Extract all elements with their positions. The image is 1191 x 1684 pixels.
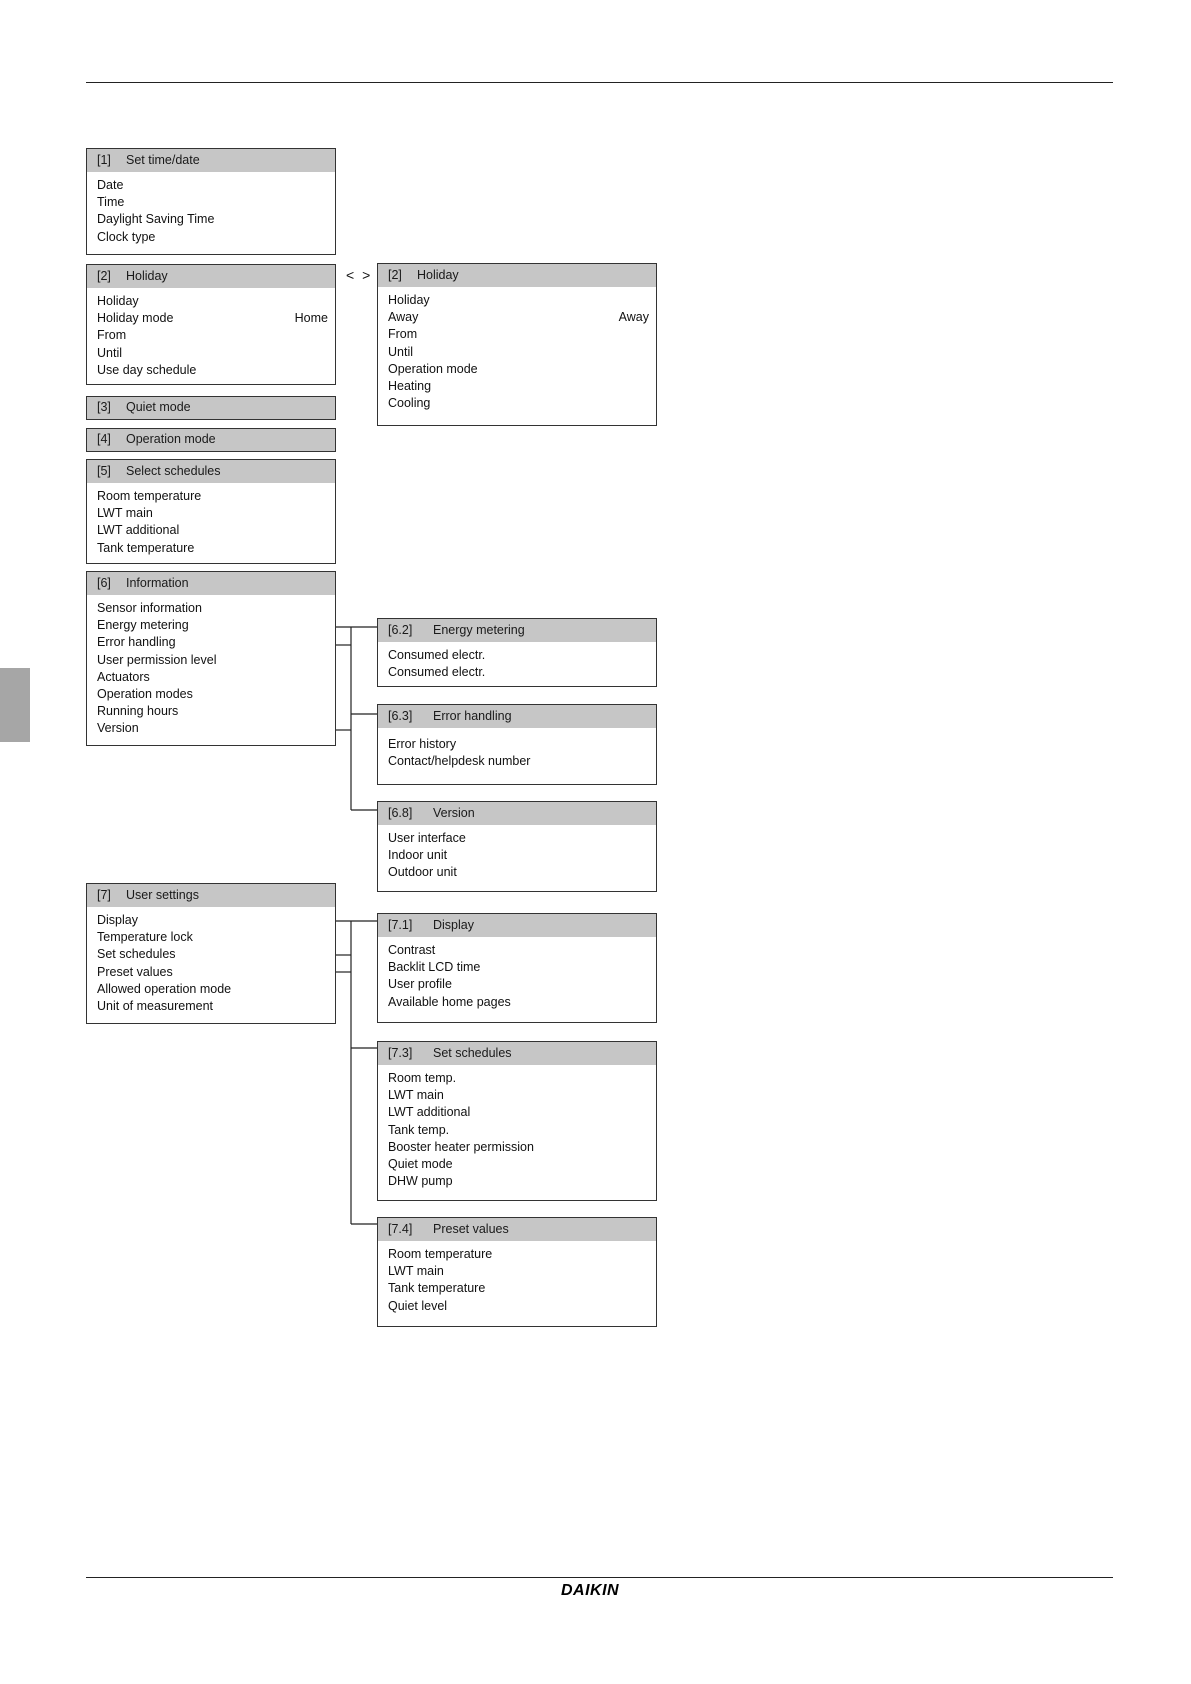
menu-item-user-interface[interactable]: User interface [388,831,466,845]
menu-code: [7.3] [388,1046,413,1060]
menu-title: Select schedules [126,464,221,478]
menu-item-room-temperature[interactable]: Room temperature [388,1247,493,1261]
menu-item-contact-helpdesk-number[interactable]: Contact/helpdesk number [388,754,531,769]
menu-item-time[interactable]: Time [97,195,125,210]
menu-item-operation-modes[interactable]: Operation modes [97,686,193,701]
menu-item-until[interactable]: Until [97,345,123,360]
menu-item-room-temp[interactable]: Room temp. [388,1071,457,1085]
menu-holiday-home[interactable] [86,264,336,385]
menu-code: [7.1] [388,918,413,932]
menu-set-schedules[interactable] [377,1041,657,1201]
menu-item-clock-type[interactable]: Clock type [97,229,156,244]
menu-item-error-handling[interactable]: Error handling [97,635,176,650]
menu-item-lwt-main[interactable]: LWT main [388,1264,444,1279]
menu-holiday-away[interactable] [377,263,657,426]
menu-item-backlit-lcd-time[interactable]: Backlit LCD time [388,960,481,975]
menu-header [378,1218,656,1241]
menu-header [378,914,656,937]
menu-title: User settings [126,888,199,902]
menu-header [87,265,335,288]
menu-item-set-schedules[interactable]: Set schedules [97,947,176,962]
menu-code: [7] [97,888,111,902]
menu-item-unit-of-measurement[interactable]: Unit of measurement [97,998,214,1013]
menu-item-error-history[interactable]: Error history [388,737,457,751]
menu-item-holiday-mode[interactable]: Holiday mode Home [87,310,335,327]
menu-item-contrast[interactable]: Contrast [388,943,436,957]
menu-header [378,619,656,642]
menu-version[interactable] [377,801,657,892]
menu-header [87,572,335,595]
menu-item-preset-values[interactable]: Preset values [97,964,173,979]
menu-header [87,429,335,450]
menu-title: Error handling [433,709,512,723]
menu-preset-values[interactable] [377,1217,657,1327]
menu-code: [6] [97,576,111,590]
menu-header [87,397,335,418]
menu-title: Energy metering [433,623,525,637]
menu-item-away[interactable]: Away Away [378,309,656,326]
menu-header [378,264,656,287]
menu-item-user-profile[interactable]: User profile [388,977,452,992]
menu-item-consumed-electr[interactable]: Consumed electr. [388,648,486,662]
menu-code: [6.2] [388,623,413,637]
menu-item-actuators[interactable]: Actuators [97,669,150,684]
menu-item-cooling[interactable]: Cooling [388,396,431,411]
daikin-logo: DAIKIN [561,1582,620,1599]
menu-item-from[interactable]: From [388,327,418,342]
menu-title: Operation mode [126,432,216,446]
menu-item-lwt-additional[interactable]: LWT additional [388,1105,471,1120]
menu-information[interactable] [86,571,336,746]
menu-code: [6.3] [388,709,413,723]
menu-item-lwt-main[interactable]: LWT main [388,1088,444,1103]
menu-item-version[interactable]: Version [97,721,139,736]
menu-item-daylight-saving-time[interactable]: Daylight Saving Time [97,212,215,227]
holiday-mode-value: Home [294,311,328,326]
menu-header [87,460,335,483]
menu-item-operation-mode[interactable]: Operation mode [388,361,478,376]
menu-item-holiday[interactable]: Holiday [388,293,430,307]
menu-item-tank-temperature[interactable]: Tank temperature [388,1281,486,1296]
menu-item-lwt-main[interactable]: LWT main [97,506,153,521]
menu-item-dhw-pump[interactable]: DHW pump [388,1174,453,1189]
menu-code: [7.4] [388,1222,413,1236]
menu-header [87,884,335,907]
menu-item-indoor-unit[interactable]: Indoor unit [388,848,448,863]
menu-item-sensor-information[interactable]: Sensor information [97,601,202,615]
menu-title: Information [126,576,189,590]
menu-title: Preset values [433,1222,509,1236]
menu-code: [6.8] [388,806,413,820]
menu-item-lwt-additional[interactable]: LWT additional [97,523,180,538]
menu-item-temperature-lock[interactable]: Temperature lock [97,930,193,945]
menu-item-allowed-operation-mode[interactable]: Allowed operation mode [97,981,232,996]
menu-header [87,149,335,172]
menu-code: [4] [97,432,111,446]
menu-item-available-home-pages[interactable]: Available home pages [388,994,511,1009]
menu-code: [3] [97,400,111,414]
menu-display[interactable] [377,913,657,1023]
menu-item-tank-temp[interactable]: Tank temp. [388,1122,450,1137]
menu-item-running-hours[interactable]: Running hours [97,704,179,719]
menu-item-user-permission-level[interactable]: User permission level [97,652,217,667]
menu-code: [2] [388,268,402,282]
menu-item-use-day-schedule[interactable]: Use day schedule [97,362,197,377]
menu-header [378,802,656,825]
menu-title: Quiet mode [126,400,191,414]
menu-title: Holiday [417,268,459,282]
menu-item-date[interactable]: Date [97,178,124,192]
menu-item-holiday[interactable]: Holiday [97,294,139,308]
menu-item-quiet-level[interactable]: Quiet level [388,1298,448,1313]
menu-item-quiet-mode[interactable]: Quiet mode [388,1156,453,1171]
menu-header [378,705,656,728]
menu-item-display[interactable]: Display [97,913,138,927]
menu-header [378,1042,656,1065]
menu-item-room-temperature[interactable]: Room temperature [97,489,202,503]
menu-item-tank-temperature[interactable]: Tank temperature [97,540,195,555]
menu-code: [5] [97,464,111,478]
menu-code: [2] [97,269,111,283]
menu-quiet-mode[interactable] [86,396,336,420]
menu-item-booster-heater-permission[interactable]: Booster heater permission [388,1139,534,1154]
holiday-toggle-arrows[interactable]: < > [346,267,373,283]
menu-title: Set schedules [433,1046,512,1060]
menu-title: Set time/date [126,153,200,167]
menu-item-energy-metering[interactable]: Energy metering [97,618,189,633]
menu-item-from[interactable]: From [97,328,127,343]
menu-error-handling[interactable] [377,704,657,785]
holiday-away-value: Away [618,310,649,325]
menu-item-consumed-electr[interactable]: Consumed electr. [388,665,486,680]
menu-code: [1] [97,153,111,167]
menu-item-heating[interactable]: Heating [388,378,432,393]
menu-item-until[interactable]: Until [388,344,414,359]
menu-title: Display [433,918,474,932]
menu-title: Version [433,806,475,820]
menu-energy-metering[interactable] [377,618,657,687]
menu-select-schedules[interactable] [86,459,336,564]
menu-operation-mode[interactable] [86,428,336,452]
menu-user-settings[interactable] [86,883,336,1024]
menu-title: Holiday [126,269,168,283]
menu-item-outdoor-unit[interactable]: Outdoor unit [388,865,457,880]
menu-set-time-date[interactable] [86,148,336,255]
